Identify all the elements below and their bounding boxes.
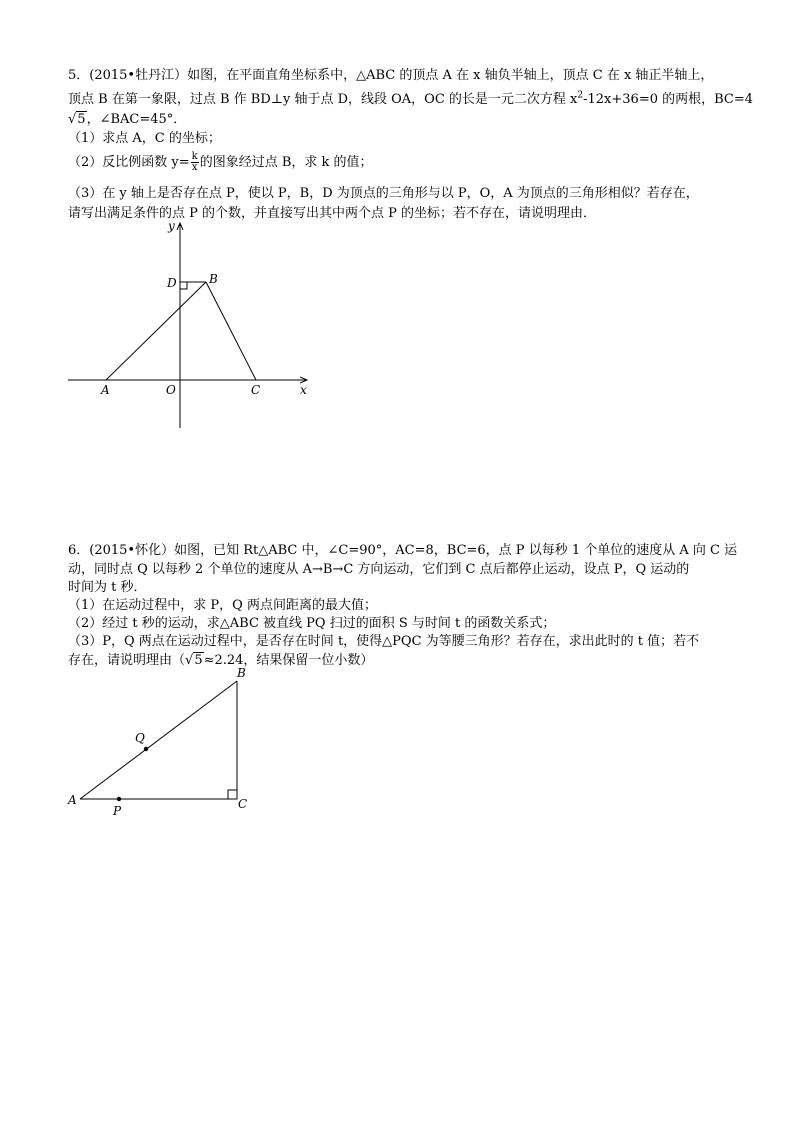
p5-question-1: （1）求点 A，C 的坐标；: [68, 131, 221, 146]
p5-line2-text-a: 顶点 B 在第一象限，过点 B 作 BD⊥y 轴于点 D，线段 OA，OC 的长是一元二次方程 x: [68, 92, 578, 107]
p6-statement-line2: 动，同时点 Q 以每秒 2 个单位的速度从 A→B→C 方向运动，它们到 C 点后都停止运动，设点 P，Q 运动的: [68, 562, 690, 577]
p6-label-p: P: [113, 804, 122, 818]
p6-figure: [67, 666, 247, 818]
p6-point-q: [144, 747, 148, 751]
p6-sqrt: √5: [185, 653, 203, 668]
p5-segment-bc: [206, 282, 256, 380]
p6-label-a: A: [68, 793, 77, 807]
p5-exponent: 2: [577, 90, 584, 101]
p6-label-c: C: [238, 797, 248, 811]
p5-fraction-denominator: x: [191, 162, 198, 173]
p6-q3-text-a: 存在，请说明理由（: [68, 653, 186, 668]
p5-figure: [68, 219, 307, 428]
p5-statement-line1: 5．(2015•牡丹江）如图，在平面直角坐标系中，△ABC 的顶点 A 在 x 轴负半轴上，顶点 C 在 x 轴正半轴上，: [68, 68, 714, 83]
p5-fraction-numerator: k: [191, 151, 198, 162]
p6-label-b: B: [237, 666, 246, 680]
p5-question-3-line2: 请写出满足条件的点 P 的个数，并直接写出其中两个点 P 的坐标；若不存在，请说明理由．: [68, 206, 597, 221]
p5-line3-text: ，∠BAC=45°．: [86, 112, 187, 127]
p5-label-y: y: [168, 219, 175, 233]
p5-label-a: A: [101, 383, 110, 397]
p5-label-x: x: [300, 383, 307, 397]
p6-q3-text-b: ≈2.24，结果保留一位小数）: [203, 653, 374, 668]
p6-segment-ab: [80, 681, 237, 799]
p6-question-3-line1: （3）P，Q 两点在运动过程中，是否存在时间 t，使得△PQC 为等腰三角形？若存在，求出此时的 t 值；若不: [68, 634, 700, 649]
p6-right-angle-mark: [228, 790, 237, 799]
p5-label-c: C: [251, 383, 261, 397]
p6-question-2: （2）经过 t 秒的运动，求△ABC 被直线 PQ 扫过的面积 S 与时间 t 的函数关系式；: [68, 616, 556, 631]
p5-segment-ab: [106, 282, 206, 380]
p5-sqrt: √5: [68, 112, 86, 127]
p6-point-p: [117, 797, 121, 801]
p6-statement-line3: 时间为 t 秒．: [68, 580, 147, 595]
p5-label-b: B: [209, 272, 218, 286]
p5-q2-text-a: （2）反比例函数 y=: [68, 155, 190, 170]
p6-statement-line1: 6．(2015•怀化）如图，已知 Rt△ABC 中，∠C=90°，AC=8，BC=6，点 P 以每秒 1 个单位的速度从 A 向 C 运: [68, 543, 738, 558]
p6-label-q: Q: [135, 731, 145, 745]
p6-sqrt-radicand: 5: [194, 653, 203, 668]
p5-sqrt-radicand: 5: [77, 112, 86, 127]
p5-label-d: D: [167, 276, 177, 290]
p5-right-angle-mark: [180, 282, 187, 289]
p6-question-1: （1）在运动过程中，求 P，Q 两点间距离的最大值；: [68, 598, 377, 613]
p5-label-o: O: [166, 383, 176, 397]
p5-question-3-line1: （3）在 y 轴上是否存在点 P，使以 P，B，D 为顶点的三角形与以 P，O，A 为顶点的三角形相似？若存在，: [68, 186, 699, 201]
p5-line2-text-b: -12x+36=0 的两根，BC=4: [583, 92, 754, 107]
p5-q2-text-b: 的图象经过点 B，求 k 的值；: [199, 155, 373, 170]
